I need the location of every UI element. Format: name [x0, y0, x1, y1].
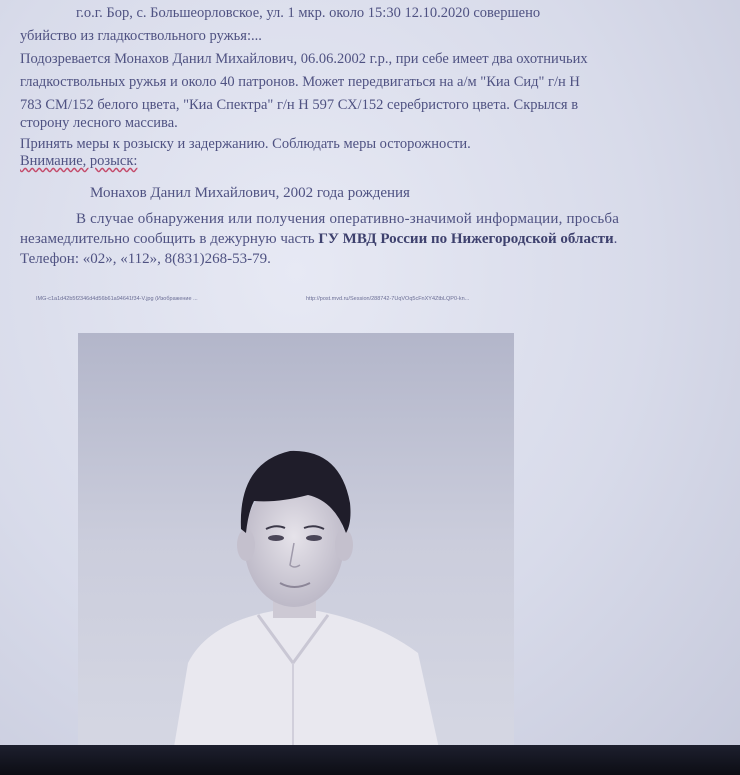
- screen-bezel: [0, 745, 740, 775]
- image-caption-left: IMG-c1a1d42b5f2346d4d56b61a94641f34-V.jpg (Изображение ...: [36, 296, 198, 302]
- suspect-photo: [78, 333, 514, 753]
- vehicle-line-1: гладкоствольных ружья и около 40 патронов. Может передвигаться на а/м "Киа Сид" г/н Н: [20, 74, 580, 90]
- phone-line: Телефон: «02», «112», 8(831)268-53-79.: [20, 251, 271, 267]
- incident-location-line: г.о.г. Бор, с. Большеорловское, ул. 1 мкр. около 15:30 12.10.2020 совершено: [76, 5, 541, 21]
- instructions-line: Принять меры к розыску и задержанию. Соблюдать меры осторожности.: [20, 136, 471, 152]
- vehicle-line-2: 783 СМ/152 белого цвета, "Киа Спектра" г/н Н 597 СХ/152 серебристого цвета. Скрылся в: [20, 97, 579, 113]
- person-portrait-image: [78, 333, 514, 753]
- escape-direction-line: сторону лесного массива.: [20, 115, 178, 131]
- image-caption-right: http://post.mvd.ru/Session/288742-7UqVOq5cFnXY4ZtbLQP0-kn...: [306, 296, 470, 302]
- notice-line-1: В случае обнаружения или получения оперативно-значимой информации, просьба: [76, 211, 620, 227]
- notice-line-2: незамедлительно сообщить в дежурную часть ГУ МВД России по Нижегородской области.: [20, 231, 618, 247]
- incident-weapon-line: убийство из гладкоствольного ружья:...: [20, 28, 262, 44]
- name-line: Монахов Данил Михайлович, 2002 года рождения: [90, 185, 410, 201]
- suspect-line: Подозревается Монахов Данил Михайлович, 06.06.2002 г.р., при себе имеет два охотничьих: [20, 51, 588, 67]
- wanted-heading: Внимание, розыск:: [20, 153, 138, 169]
